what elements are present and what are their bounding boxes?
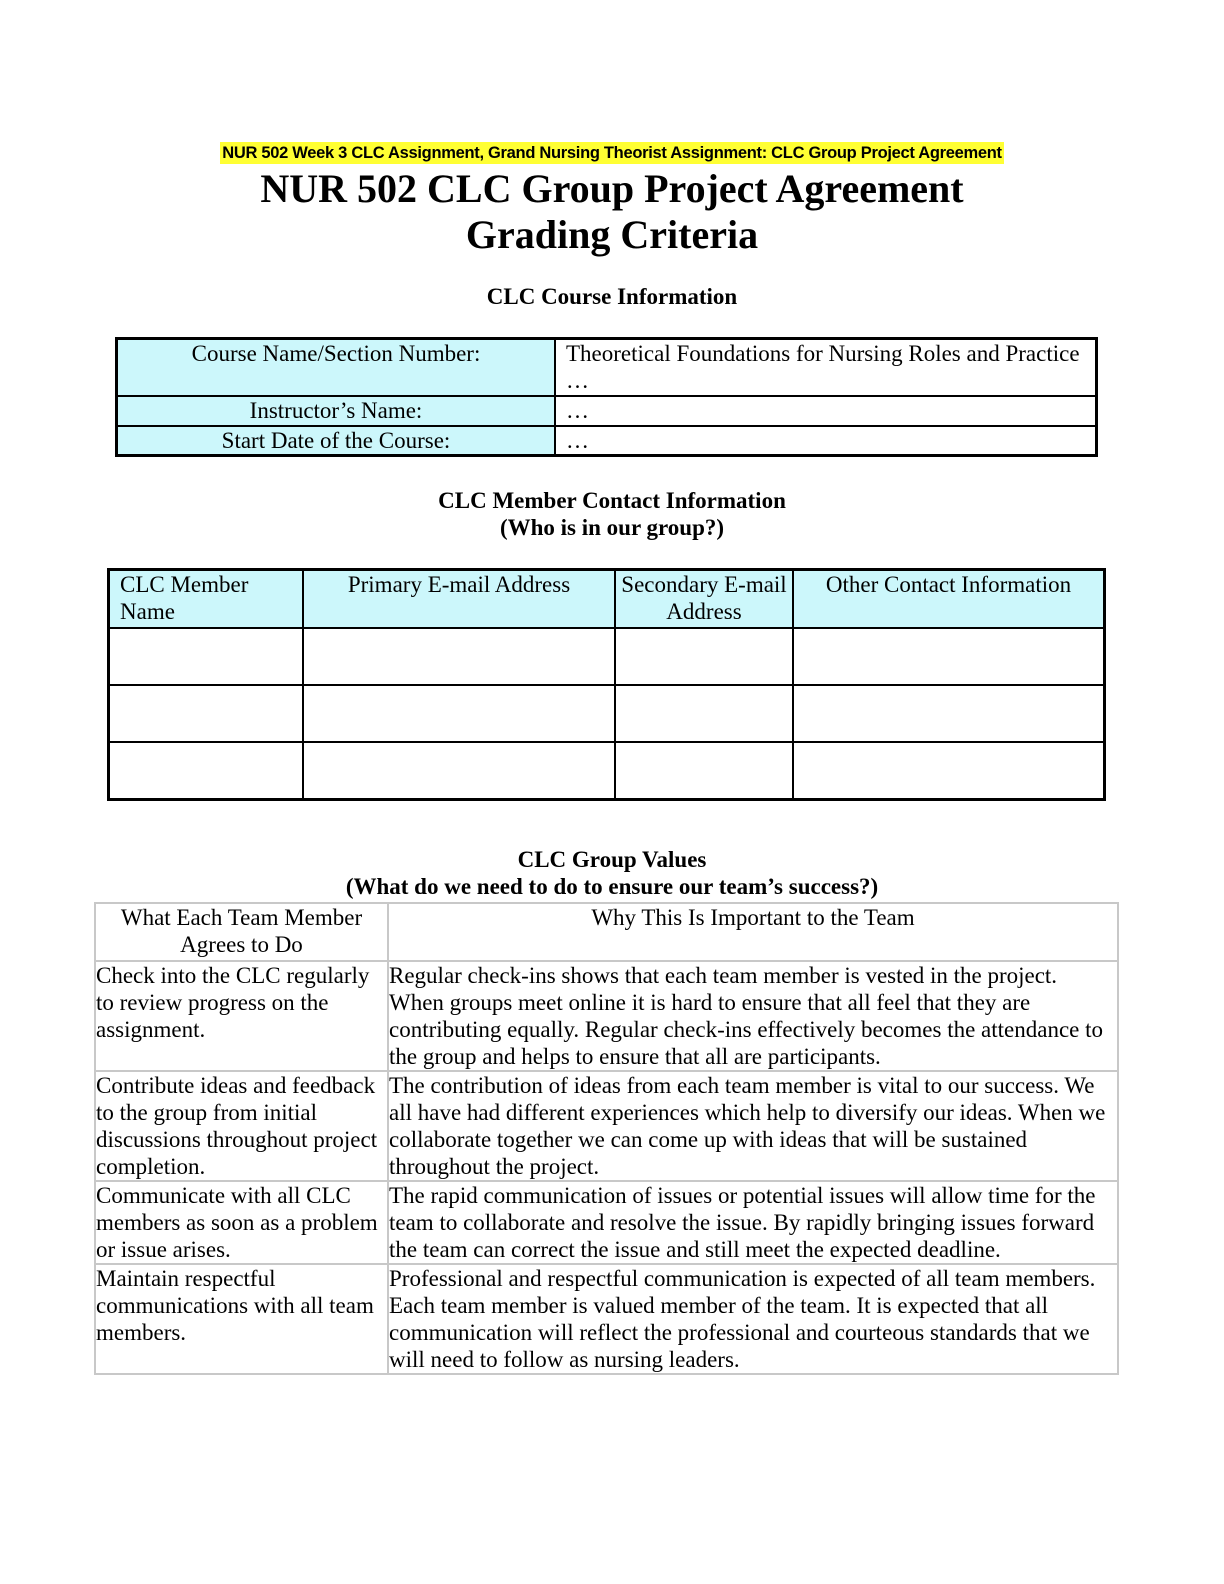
member-contact-table bbox=[107, 568, 1106, 801]
table-row bbox=[95, 1264, 1118, 1374]
primary-email-cell[interactable] bbox=[303, 742, 615, 800]
course-name-label: Course Name/Section Number: bbox=[117, 339, 556, 396]
instructor-name-label: Instructor’s Name: bbox=[117, 396, 556, 426]
member-contact-title: CLC Member Contact Information bbox=[438, 488, 786, 513]
table-row bbox=[95, 1181, 1118, 1264]
group-values-title: CLC Group Values bbox=[517, 847, 707, 872]
member-contact-heading bbox=[0, 487, 1224, 541]
start-date-value: … bbox=[555, 426, 1097, 456]
other-contact-cell[interactable] bbox=[793, 685, 1105, 742]
secondary-email-cell[interactable] bbox=[615, 742, 793, 800]
importance-cell: The rapid communication of issues or potential issues will allow time for the team to collaborate and resolve the issue. By rapidly bringing issues forward the team can correct the issue and still meet the expected deadline. bbox=[388, 1181, 1118, 1264]
start-date-label: Start Date of the Course: bbox=[117, 426, 556, 456]
assignment-banner: NUR 502 Week 3 CLC Assignment, Grand Nursing Theorist Assignment: CLC Group Project Agreement bbox=[222, 144, 1002, 162]
secondary-email-cell[interactable] bbox=[615, 685, 793, 742]
course-info-heading: CLC Course Information bbox=[486, 284, 738, 309]
table-row bbox=[109, 742, 1105, 800]
instructor-name-value: … bbox=[555, 396, 1097, 426]
course-info-table bbox=[115, 337, 1098, 457]
table-row bbox=[117, 396, 1097, 426]
table-row bbox=[109, 628, 1105, 685]
secondary-email-cell[interactable] bbox=[615, 628, 793, 685]
table-header-row bbox=[95, 903, 1118, 961]
table-header-row bbox=[109, 570, 1105, 629]
column-header-member-name: CLC Member Name bbox=[109, 570, 304, 629]
importance-cell: The contribution of ideas from each team member is vital to our success. We all have had different experiences which help to diversify our ideas. When we collaborate together we can come up with ideas that will be sustained throughout the project. bbox=[388, 1071, 1118, 1181]
column-header-secondary-email: Secondary E-mail Address bbox=[615, 570, 793, 629]
agreement-cell: Contribute ideas and feedback to the group from initial discussions throughout project completion. bbox=[95, 1071, 388, 1181]
table-row bbox=[95, 961, 1118, 1071]
primary-email-cell[interactable] bbox=[303, 685, 615, 742]
other-contact-cell[interactable] bbox=[793, 628, 1105, 685]
importance-cell: Regular check-ins shows that each team member is vested in the project. When groups meet online it is hard to ensure that all feel that they are contributing equally. Regular check-ins effectively becomes the attendance to the group and helps to ensure that all are participants. bbox=[388, 961, 1118, 1071]
column-header-agrees: What Each Team Member Agrees to Do bbox=[95, 903, 388, 961]
member-name-cell[interactable] bbox=[109, 628, 304, 685]
member-name-cell[interactable] bbox=[109, 742, 304, 800]
other-contact-cell[interactable] bbox=[793, 742, 1105, 800]
column-header-importance: Why This Is Important to the Team bbox=[388, 903, 1118, 961]
importance-cell: Professional and respectful communication is expected of all team members. Each team member is valued member of the team. It is expected that all communication will reflect the professional and courteous standards that we will need to follow as nursing leaders. bbox=[388, 1264, 1118, 1374]
group-values-heading bbox=[0, 846, 1224, 900]
member-name-cell[interactable] bbox=[109, 685, 304, 742]
member-contact-subtitle: (Who is in our group?) bbox=[499, 515, 725, 540]
agreement-cell: Communicate with all CLC members as soon as a problem or issue arises. bbox=[95, 1181, 388, 1264]
agreement-cell: Maintain respectful communications with all team members. bbox=[95, 1264, 388, 1374]
group-values-table bbox=[94, 902, 1119, 1375]
title-line-2: Grading Criteria bbox=[465, 212, 759, 257]
table-row bbox=[117, 426, 1097, 456]
agreement-cell: Check into the CLC regularly to review progress on the assignment. bbox=[95, 961, 388, 1071]
column-header-other-contact: Other Contact Information bbox=[793, 570, 1105, 629]
primary-email-cell[interactable] bbox=[303, 628, 615, 685]
group-values-subtitle: (What do we need to do to ensure our team’s success?) bbox=[345, 874, 879, 899]
column-header-primary-email: Primary E-mail Address bbox=[303, 570, 615, 629]
table-row bbox=[109, 685, 1105, 742]
table-row bbox=[95, 1071, 1118, 1181]
title-line-1: NUR 502 CLC Group Project Agreement bbox=[260, 166, 964, 211]
document-title bbox=[0, 166, 1224, 258]
table-row bbox=[117, 339, 1097, 396]
course-name-value: Theoretical Foundations for Nursing Roles and Practice … bbox=[555, 339, 1097, 396]
